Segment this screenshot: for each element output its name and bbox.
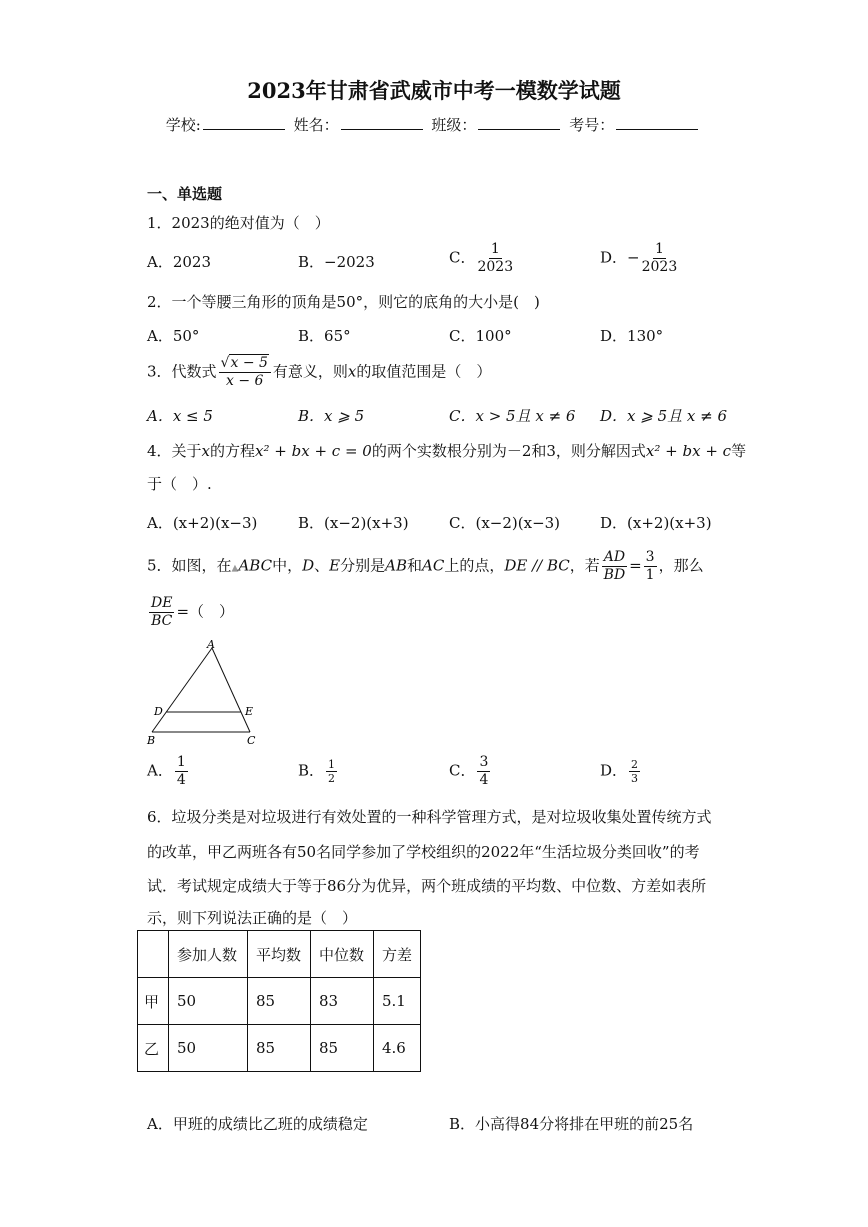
figure-label-e: E: [245, 705, 254, 718]
table-header: 参加人数: [169, 931, 248, 978]
question-1-stem: 1．2023的绝对值为（ ）: [147, 214, 330, 232]
question-4-stem: 4．关于x的方程x² + bx + c = 0的两个实数根分别为－2和3，则分解因式x² + bx + c等: [147, 442, 747, 460]
q4-option-c[interactable]: C．(x−2)(x−3): [449, 514, 561, 532]
q1-c-label: C．: [449, 248, 476, 267]
q6-option-b[interactable]: B．小高得84分将排在甲班的前25名: [449, 1115, 694, 1133]
table-cell: 83: [311, 978, 374, 1025]
table-header-row: [138, 931, 421, 978]
school-label: 学校:: [165, 116, 201, 134]
question-2-stem: 2．一个等腰三角形的顶角是50°，则它的底角的大小是( ): [147, 293, 540, 311]
q1-option-d[interactable]: [600, 241, 679, 276]
exam-no-blank[interactable]: [616, 115, 698, 130]
q1-d-fraction: $\frac{1}{2023}$: [641, 241, 678, 275]
question-5-stem: 5．如图，在▲ABC中，D、E分别是AB和AC上的点，DE // BC，若 $\frac{AD}{BD}$ = $\frac{3}{1}$ ，那么: [147, 549, 704, 583]
figure-label-b: B: [147, 734, 156, 747]
q5-option-c[interactable]: C． $\frac{3}{4}$: [449, 754, 489, 788]
exam-no-label: 考号：: [569, 116, 615, 134]
question-6-line-1: 6．垃圾分类是对垃圾进行有效处置的一种科学管理方式，是对垃圾收集处置传统方式: [147, 808, 712, 826]
table-cell: 4.6: [374, 1025, 421, 1072]
q1-c-fraction: $\frac{1}{2023}$: [477, 241, 514, 275]
table-header: 平均数: [248, 931, 311, 978]
student-info-line: [0, 114, 868, 135]
table-cell: 5.1: [374, 978, 421, 1025]
figure-label-a: A: [207, 638, 215, 651]
q2-option-c[interactable]: C．100°: [449, 327, 512, 345]
figure-label-c: C: [247, 734, 256, 747]
school-blank[interactable]: [203, 115, 285, 130]
question-6-line-3: 试．考试规定成绩大于等于86分为优异，两个班成绩的平均数、中位数、方差如表所: [147, 877, 707, 895]
table-cell: 50: [169, 1025, 248, 1072]
q4-option-a[interactable]: A．(x+2)(x−3): [147, 514, 258, 532]
table-row: [138, 978, 421, 1025]
question-4-stem-cont: 于（ ）.: [147, 475, 212, 493]
q6-option-a[interactable]: A．甲班的成绩比乙班的成绩稳定: [147, 1115, 368, 1133]
score-table: [137, 930, 421, 1072]
q1-option-c[interactable]: [449, 241, 515, 276]
q5-question-fraction: $\frac{DE}{BC}$: [151, 595, 173, 629]
q5-ratio-fraction: $\frac{AD}{BD}$: [603, 549, 626, 583]
class-label: 班级：: [431, 116, 477, 134]
section-heading: 一、单选题: [147, 185, 223, 203]
table-header: [138, 931, 169, 978]
table-cell: 乙: [138, 1025, 169, 1072]
name-label: 姓名：: [293, 116, 339, 134]
q3-option-b[interactable]: B．x ⩾ 5: [298, 407, 365, 425]
table-cell: 甲: [138, 978, 169, 1025]
table-row: [138, 1025, 421, 1072]
table-cell: 50: [169, 978, 248, 1025]
q4-option-d[interactable]: D．(x+2)(x+3): [600, 514, 712, 532]
q3-fraction: $\frac{√x - 5}{x - 6}$: [219, 355, 271, 390]
triangle-figure: [140, 636, 270, 748]
exam-title: 2023年甘肃省武威市中考一模数学试题: [247, 78, 621, 103]
table-header: 方差: [374, 931, 421, 978]
q5-value-fraction: $\frac{3}{1}$: [645, 549, 655, 583]
q1-option-b[interactable]: B．−2023: [298, 253, 375, 271]
q5-option-a[interactable]: A． $\frac{1}{4}$: [147, 754, 186, 788]
q1-option-a[interactable]: A．2023: [147, 253, 212, 271]
q5-option-b[interactable]: B． $\frac{1}{2}$: [298, 758, 336, 785]
class-blank[interactable]: [478, 115, 560, 130]
question-6-line-2: 的改革，甲乙两班各有50名同学参加了学校组织的2022年“生活垃圾分类回收”的考: [147, 843, 700, 861]
question-3-stem: 3．代数式 $\frac{√x - 5}{x - 6}$ 有意义，则x的取值范围是（ ）: [147, 355, 492, 389]
name-blank[interactable]: [341, 115, 423, 130]
q4-option-b[interactable]: B．(x−2)(x+3): [298, 514, 409, 532]
q3-option-a[interactable]: A．x ≤ 5: [147, 407, 213, 425]
question-5-stem-cont: $\frac{DE}{BC}$ =（ ）: [151, 595, 235, 629]
table-cell: 85: [248, 978, 311, 1025]
q2-option-b[interactable]: B．65°: [298, 327, 351, 345]
figure-label-d: D: [154, 705, 163, 718]
question-6-line-4: 示，则下列说法正确的是（ ）: [147, 909, 358, 927]
q2-option-a[interactable]: A．50°: [147, 327, 200, 345]
table-header: 中位数: [311, 931, 374, 978]
q3-option-c[interactable]: C．x > 5且 x ≠ 6: [449, 407, 576, 425]
table-cell: 85: [311, 1025, 374, 1072]
q5-option-d[interactable]: D． $\frac{2}{3}$: [600, 758, 639, 785]
q1-d-label: D．−: [600, 248, 640, 267]
q3-option-d[interactable]: D．x ⩾ 5且 x ≠ 6: [600, 407, 728, 425]
table-cell: 85: [248, 1025, 311, 1072]
q2-option-d[interactable]: D．130°: [600, 327, 664, 345]
